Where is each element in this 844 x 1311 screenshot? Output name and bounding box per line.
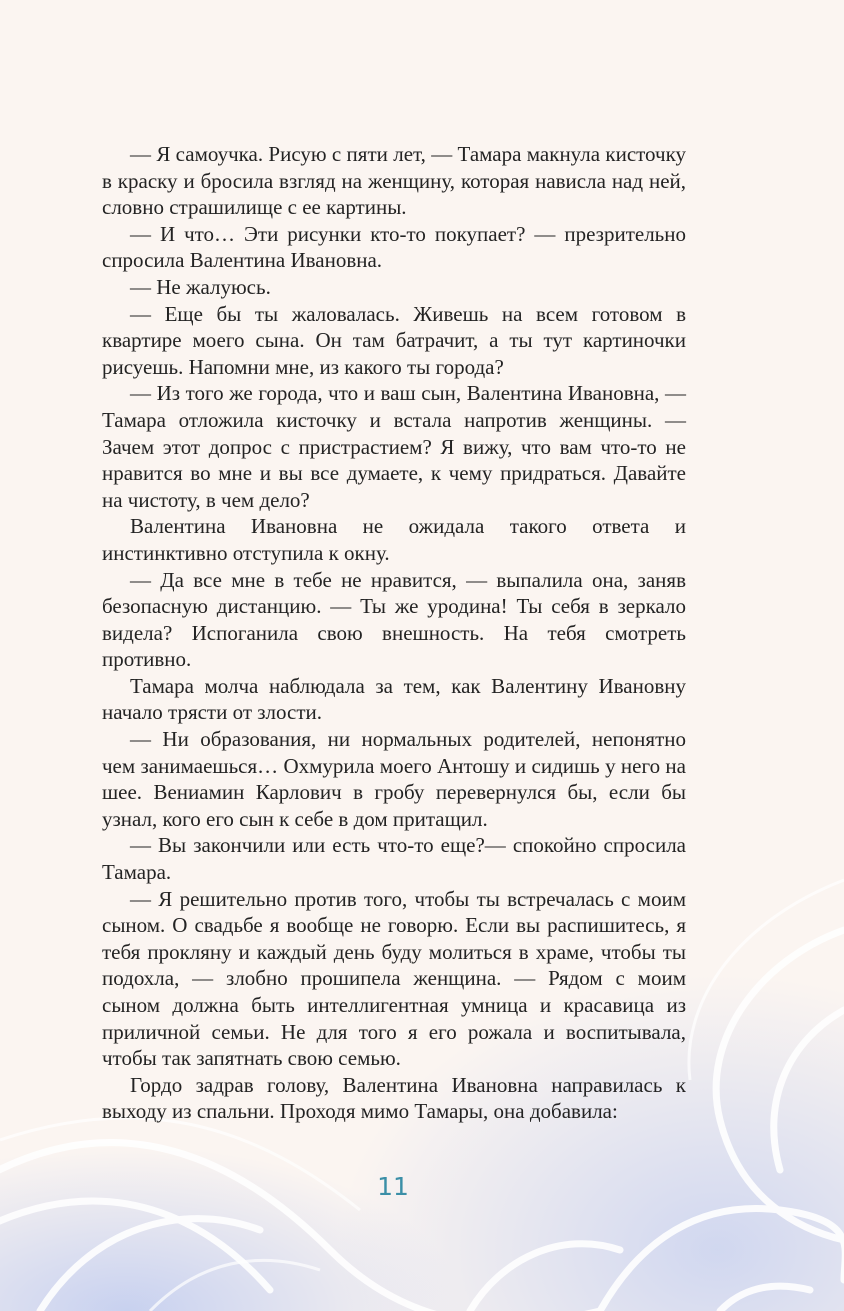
paragraph-2: — И что… Эти рисунки кто-то покупает? — презрительно спросила Валентина Ивановна. bbox=[102, 221, 686, 273]
paragraph-9: — Ни образования, ни нормальных родителей, непонятно чем занимаешься… Охмурила моего Антошу и сидишь у него на шее. Вениамин Карлович в гробу перевернулся бы, если бы узнал, кого его сын к себе в дом притащил. bbox=[102, 727, 686, 831]
paragraph-5: — Из того же города, что и ваш сын, Валентина Ивановна, — Тамара отложила кисточку и встала напротив женщины. — Зачем этот допрос с пристрастием? Я вижу, что вам что-то не нравится во мне и вы все думаете, к чему придраться. Давайте на чистоту, в чем дело? bbox=[102, 381, 686, 512]
paragraph-4: — Еще бы ты жаловалась. Живешь на всем готовом в квартире моего сына. Он там батрачит, а ты тут картиночки рисуешь. Напомни мне, из какого ты города? bbox=[102, 301, 686, 379]
page-number: 11 bbox=[377, 1172, 409, 1201]
paragraph-1: — Я самоучка. Рисую с пяти лет, — Тамара макнула кисточку в краску и бросила взгляд на женщину, которая нависла над ней, словно страшилище с ее картины. bbox=[102, 142, 686, 220]
paragraph-11: — Я решительно против того, чтобы ты встречалась с моим сыном. О свадьбе я вообще не говорю. Если вы распишитесь, я тебя прокляну и каждый день буду молиться в храме, чтобы ты подохла, — злобно прошипела женщина. — Рядом с моим сыном должна быть интеллигентная умница и красавица из приличной семьи. Не для того я его рожала и воспитывала, чтобы так запятнать свою семью. bbox=[102, 886, 686, 1071]
paragraph-12: Гордо задрав голову, Валентина Ивановна направилась к выходу из спальни. Проходя мимо Тамары, она добавила: bbox=[102, 1072, 686, 1124]
paragraph-6: Валентина Ивановна не ожидала такого ответа и инстинктивно отступила к окну. bbox=[102, 514, 686, 565]
paragraph-7: — Да все мне в тебе не нравится, — выпалила она, заняв безопасную дистанцию. — Ты же уродина! Ты себя в зеркало видела? Испоганила свою внешность. На тебя смотреть противно. bbox=[102, 567, 686, 672]
paragraph-10: — Вы закончили или есть что-то еще?— спокойно спросила Тамара. bbox=[102, 833, 686, 885]
paragraph-3: — Не жалуюсь. bbox=[130, 274, 271, 299]
body-text bbox=[102, 141, 686, 1125]
paragraph-8: Тамара молча наблюдала за тем, как Валентину Ивановну начало трясти от злости. bbox=[102, 673, 686, 725]
